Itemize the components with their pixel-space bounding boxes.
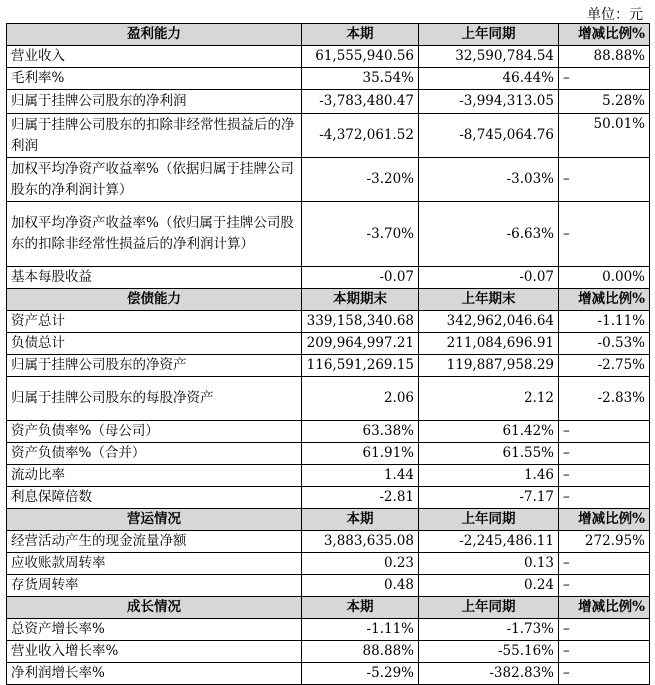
table-row [7, 68, 650, 90]
table-row [7, 46, 650, 68]
change-value: 272.95% [559, 531, 650, 553]
current-value: -3,783,480.47 [302, 90, 419, 114]
previous-value: -55.16% [419, 641, 559, 663]
current-value: 61,555,940.56 [302, 46, 419, 68]
section-header-operations [7, 509, 650, 531]
table-row [7, 487, 650, 509]
row-label: 资产总计 [7, 311, 302, 333]
current-value: 63.38% [302, 421, 419, 443]
table-row [7, 663, 650, 685]
header-cell: 上年同期 [419, 597, 559, 619]
previous-value: 211,084,696.91 [419, 333, 559, 355]
row-label: 应收账款周转率 [7, 553, 302, 575]
change-value: – [559, 663, 650, 685]
change-value: – [559, 202, 650, 267]
header-cell: 成长情况 [7, 597, 302, 619]
section-header-profitability [7, 24, 650, 46]
current-value: 116,591,269.15 [302, 355, 419, 377]
previous-value: 61.55% [419, 443, 559, 465]
change-value: 88.88% [559, 46, 650, 68]
row-label: 毛利率% [7, 68, 302, 90]
change-value: – [559, 465, 650, 487]
header-cell: 本期 [302, 597, 419, 619]
current-value: -1.11% [302, 619, 419, 641]
change-value: – [559, 68, 650, 90]
change-value: – [559, 575, 650, 597]
current-value: 209,964,997.21 [302, 333, 419, 355]
previous-value: -3.03% [419, 158, 559, 202]
header-cell: 营运情况 [7, 509, 302, 531]
current-value: 1.44 [302, 465, 419, 487]
current-value: -4,372,061.52 [302, 114, 419, 158]
table-row [7, 575, 650, 597]
current-value: 0.23 [302, 553, 419, 575]
change-value: 50.01% [559, 114, 650, 158]
row-label: 资产负债率%（母公司） [7, 421, 302, 443]
current-value: -5.29% [302, 663, 419, 685]
previous-value: 32,590,784.54 [419, 46, 559, 68]
header-cell: 增减比例% [559, 509, 650, 531]
change-value: – [559, 553, 650, 575]
change-value: – [559, 487, 650, 509]
previous-value: 46.44% [419, 68, 559, 90]
change-value: – [559, 158, 650, 202]
change-value: – [559, 421, 650, 443]
previous-value: -0.07 [419, 267, 559, 289]
row-label: 归属于挂牌公司股东的净利润 [7, 90, 302, 114]
change-value: – [559, 619, 650, 641]
row-label: 归属于挂牌公司股东的每股净资产 [7, 377, 302, 421]
section-header-growth [7, 597, 650, 619]
row-label: 营业收入 [7, 46, 302, 68]
header-cell: 增减比例% [559, 24, 650, 46]
header-cell: 上年同期 [419, 509, 559, 531]
change-value: – [559, 641, 650, 663]
current-value: -3.20% [302, 158, 419, 202]
row-label: 经营活动产生的现金流量净额 [7, 531, 302, 553]
header-cell: 增减比例% [559, 289, 650, 311]
table-row [7, 377, 650, 421]
previous-value: -382.83% [419, 663, 559, 685]
financial-indicators-table [6, 23, 650, 685]
current-value: 339,158,340.68 [302, 311, 419, 333]
row-label: 净利润增长率% [7, 663, 302, 685]
current-value: 35.54% [302, 68, 419, 90]
row-label: 加权平均净资产收益率%（依据归属于挂牌公司股东的净利润计算） [7, 158, 302, 202]
current-value: 0.48 [302, 575, 419, 597]
table-row [7, 333, 650, 355]
previous-value: -3,994,313.05 [419, 90, 559, 114]
row-label: 流动比率 [7, 465, 302, 487]
table-row [7, 114, 650, 158]
row-label: 资产负债率%（合并） [7, 443, 302, 465]
table-row [7, 531, 650, 553]
table-row [7, 619, 650, 641]
previous-value: -7.17 [419, 487, 559, 509]
row-label: 加权平均净资产收益率%（依归属于挂牌公司股东的扣除非经常性损益后的净利润计算） [7, 202, 302, 267]
change-value: -2.83% [559, 377, 650, 421]
change-value: – [559, 443, 650, 465]
current-value: -2.81 [302, 487, 419, 509]
row-label: 存货周转率 [7, 575, 302, 597]
current-value: -3.70% [302, 202, 419, 267]
previous-value: -8,745,064.76 [419, 114, 559, 158]
row-label: 基本每股收益 [7, 267, 302, 289]
row-label: 负债总计 [7, 333, 302, 355]
table-row [7, 311, 650, 333]
previous-value: 0.24 [419, 575, 559, 597]
row-label: 营业收入增长率% [7, 641, 302, 663]
table-row [7, 267, 650, 289]
table-row [7, 443, 650, 465]
header-cell: 偿债能力 [7, 289, 302, 311]
row-label: 利息保障倍数 [7, 487, 302, 509]
table-row [7, 355, 650, 377]
current-value: 2.06 [302, 377, 419, 421]
change-value: -0.53% [559, 333, 650, 355]
table-row [7, 202, 650, 267]
header-cell: 盈利能力 [7, 24, 302, 46]
table-row [7, 421, 650, 443]
unit-label: 单位：元 [587, 7, 643, 23]
change-value: 0.00% [559, 267, 650, 289]
current-value: -0.07 [302, 267, 419, 289]
header-cell: 上年同期 [419, 24, 559, 46]
previous-value: 2.12 [419, 377, 559, 421]
previous-value: 342,962,046.64 [419, 311, 559, 333]
header-cell: 增减比例% [559, 597, 650, 619]
previous-value: 61.42% [419, 421, 559, 443]
previous-value: 119,887,958.29 [419, 355, 559, 377]
header-cell: 本期 [302, 24, 419, 46]
change-value: -1.11% [559, 311, 650, 333]
table-row [7, 465, 650, 487]
row-label: 总资产增长率% [7, 619, 302, 641]
change-value: -2.75% [559, 355, 650, 377]
previous-value: 1.46 [419, 465, 559, 487]
change-value: 5.28% [559, 90, 650, 114]
current-value: 61.91% [302, 443, 419, 465]
previous-value: -6.63% [419, 202, 559, 267]
header-cell: 本期期末 [302, 289, 419, 311]
header-cell: 本期 [302, 509, 419, 531]
row-label: 归属于挂牌公司股东的扣除非经常性损益后的净利润 [7, 114, 302, 158]
header-cell: 上年期末 [419, 289, 559, 311]
current-value: 88.88% [302, 641, 419, 663]
table-row [7, 158, 650, 202]
row-label: 归属于挂牌公司股东的净资产 [7, 355, 302, 377]
previous-value: -2,245,486.11 [419, 531, 559, 553]
previous-value: 0.13 [419, 553, 559, 575]
current-value: 3,883,635.08 [302, 531, 419, 553]
previous-value: -1.73% [419, 619, 559, 641]
table-row [7, 553, 650, 575]
table-row [7, 90, 650, 114]
table-row [7, 641, 650, 663]
section-header-solvency [7, 289, 650, 311]
